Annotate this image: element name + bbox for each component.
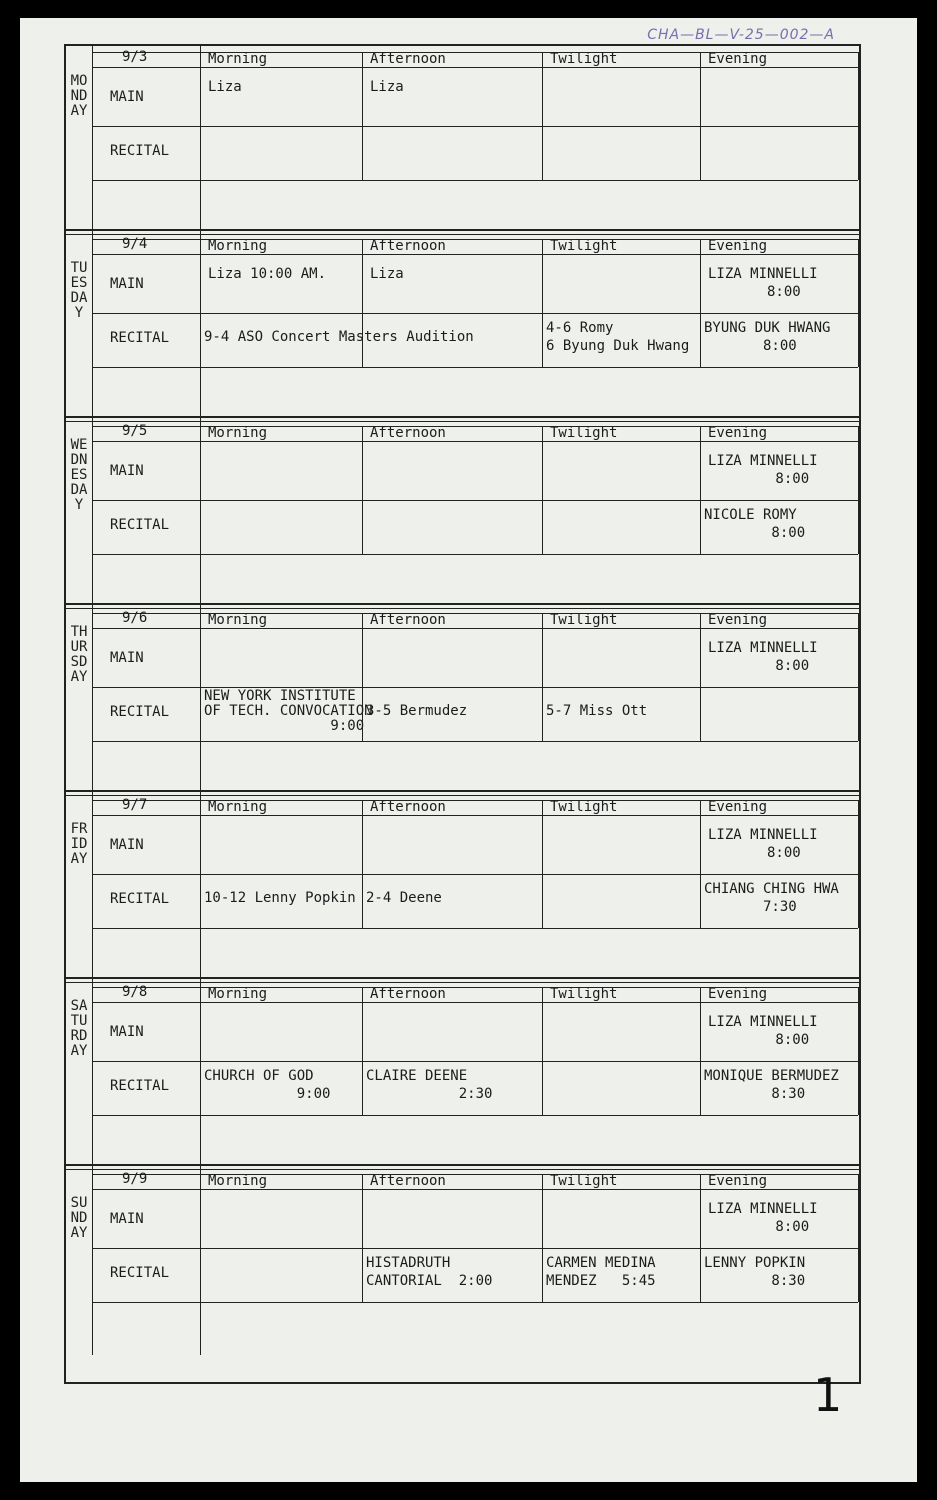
main-morning-entry: Liza (208, 79, 242, 95)
grid-line (200, 46, 201, 233)
recital-evening-entry: NICOLE ROMY 8:00 (704, 507, 806, 541)
grid-line (858, 52, 859, 180)
day-name: TUESDAY (70, 260, 88, 321)
grid-line (92, 874, 858, 875)
grid-line (858, 1174, 859, 1302)
recital-afternoon-entry: HISTADRUTH CANTORIAL 2:00 (366, 1255, 493, 1289)
grid-line (92, 313, 858, 314)
period-header-morning: Morning (208, 986, 268, 1002)
page-number: 1 (813, 1368, 843, 1422)
day-separator (64, 608, 861, 609)
grid-line (700, 426, 701, 554)
grid-line (92, 554, 858, 555)
weekly-schedule-grid (64, 44, 861, 1384)
grid-line (858, 800, 859, 928)
grid-line (858, 987, 859, 1115)
grid-line (92, 1061, 858, 1062)
grid-line (92, 254, 858, 255)
grid-line (92, 1115, 858, 1116)
grid-line (362, 52, 363, 180)
grid-line (92, 500, 858, 501)
grid-line (700, 52, 701, 180)
grid-line (542, 1174, 543, 1302)
grid-line (362, 1174, 363, 1302)
grid-line (92, 367, 858, 368)
recital-morning-entry: NEW YORK INSTITUTE OF TECH. CONVOCATION 9:00 (204, 688, 373, 734)
recital-twilight-entry: 4-6 Romy 6 Byung Duk Hwang (546, 320, 690, 354)
grid-line (92, 1248, 858, 1249)
day-block-friday (66, 794, 863, 981)
day-date: 9/3 (122, 49, 148, 65)
grid-line (92, 441, 858, 442)
recital-evening-entry: LENNY POPKIN 8:30 (704, 1255, 806, 1289)
grid-line (542, 987, 543, 1115)
period-header-morning: Morning (208, 612, 268, 628)
grid-line (92, 67, 858, 68)
period-header-twilight: Twilight (550, 238, 618, 254)
period-header-morning: Morning (208, 238, 268, 254)
row-label-recital: RECITAL (110, 517, 170, 533)
period-header-afternoon: Afternoon (370, 238, 446, 254)
day-separator (64, 603, 861, 605)
day-separator (64, 229, 861, 231)
period-header-evening: Evening (708, 986, 768, 1002)
grid-line (542, 426, 543, 554)
main-afternoon-entry: Liza (370, 266, 404, 282)
period-header-morning: Morning (208, 51, 268, 67)
day-block-saturday (66, 981, 863, 1168)
main-afternoon-entry: Liza (370, 79, 404, 95)
grid-line (858, 426, 859, 554)
row-label-main: MAIN (110, 837, 144, 853)
day-separator (64, 790, 861, 792)
period-header-twilight: Twilight (550, 425, 618, 441)
grid-line (92, 794, 93, 981)
recital-afternoon-entry: 2-4 Deene (366, 890, 442, 906)
day-separator (64, 421, 861, 422)
grid-line (362, 239, 363, 367)
grid-line (92, 928, 858, 929)
period-header-evening: Evening (708, 1173, 768, 1189)
grid-line (92, 1302, 858, 1303)
period-header-twilight: Twilight (550, 612, 618, 628)
period-header-morning: Morning (208, 425, 268, 441)
grid-line (200, 233, 201, 420)
grid-line (200, 794, 201, 981)
period-header-afternoon: Afternoon (370, 51, 446, 67)
grid-line (362, 426, 363, 554)
period-header-morning: Morning (208, 799, 268, 815)
grid-line (92, 607, 93, 794)
day-block-monday (66, 46, 863, 233)
day-date: 9/9 (122, 1171, 148, 1187)
recital-morning-entry: CHURCH OF GOD 9:00 (204, 1068, 331, 1102)
day-name: SATURDAY (70, 998, 88, 1059)
row-label-recital: RECITAL (110, 1265, 170, 1281)
grid-line (92, 815, 858, 816)
day-name: THURSDAY (70, 624, 88, 685)
period-header-morning: Morning (208, 1173, 268, 1189)
grid-line (700, 987, 701, 1115)
document-reference: CHA—BL—V-25—002—A (647, 27, 835, 43)
period-header-twilight: Twilight (550, 51, 618, 67)
row-label-recital: RECITAL (110, 891, 170, 907)
grid-line (92, 1168, 93, 1355)
grid-line (700, 239, 701, 367)
recital-afternoon-entry: 3-5 Bermudez (366, 703, 468, 719)
grid-line (542, 800, 543, 928)
period-header-afternoon: Afternoon (370, 612, 446, 628)
grid-line (200, 420, 201, 607)
grid-line (858, 613, 859, 741)
day-date: 9/6 (122, 610, 148, 626)
row-label-main: MAIN (110, 276, 144, 292)
grid-line (858, 239, 859, 367)
day-separator (64, 795, 861, 796)
day-date: 9/4 (122, 236, 148, 252)
grid-line (92, 628, 858, 629)
grid-line (92, 981, 93, 1168)
period-header-afternoon: Afternoon (370, 425, 446, 441)
grid-line (700, 800, 701, 928)
recital-twilight-entry: CARMEN MEDINA MENDEZ 5:45 (546, 1255, 656, 1289)
grid-line (200, 1168, 201, 1355)
day-separator (64, 1164, 861, 1166)
grid-line (92, 420, 93, 607)
grid-line (542, 239, 543, 367)
grid-line (92, 46, 93, 233)
day-date: 9/8 (122, 984, 148, 1000)
day-separator (64, 1169, 861, 1170)
period-header-afternoon: Afternoon (370, 799, 446, 815)
day-date: 9/7 (122, 797, 148, 813)
period-header-twilight: Twilight (550, 986, 618, 1002)
period-header-twilight: Twilight (550, 799, 618, 815)
grid-line (200, 981, 201, 1168)
period-header-afternoon: Afternoon (370, 1173, 446, 1189)
recital-evening-entry: CHIANG CHING HWA 7:30 (704, 881, 839, 915)
day-date: 9/5 (122, 423, 148, 439)
day-name: WEDNESDAY (70, 437, 88, 513)
day-block-thursday (66, 607, 863, 794)
period-header-afternoon: Afternoon (370, 986, 446, 1002)
day-name: MONDAY (70, 73, 88, 119)
period-header-evening: Evening (708, 612, 768, 628)
row-label-main: MAIN (110, 1211, 144, 1227)
row-label-main: MAIN (110, 650, 144, 666)
recital-twilight-entry: 5-7 Miss Ott (546, 703, 648, 719)
grid-line (92, 233, 93, 420)
row-label-main: MAIN (110, 463, 144, 479)
grid-line (92, 180, 858, 181)
grid-line (542, 52, 543, 180)
grid-line (92, 1189, 858, 1190)
recital-morning-entry: 10-12 Lenny Popkin (204, 890, 356, 906)
main-evening-entry: LIZA MINNELLI 8:00 (708, 453, 818, 487)
period-header-twilight: Twilight (550, 1173, 618, 1189)
day-separator (64, 416, 861, 418)
day-name: FRIDAY (70, 821, 88, 867)
day-block-sunday (66, 1168, 863, 1355)
grid-line (542, 613, 543, 741)
grid-line (700, 1174, 701, 1302)
day-name: SUNDAY (70, 1195, 88, 1241)
period-header-evening: Evening (708, 238, 768, 254)
grid-line (92, 1002, 858, 1003)
day-separator (64, 234, 861, 235)
recital-evening-entry: MONIQUE BERMUDEZ 8:30 (704, 1068, 839, 1102)
row-label-recital: RECITAL (110, 1078, 170, 1094)
recital-afternoon-entry: CLAIRE DEENE 2:30 (366, 1068, 493, 1102)
grid-line (92, 126, 858, 127)
recital-morning-entry: 9-4 ASO Concert Masters Audition (204, 329, 474, 345)
day-block-tuesday (66, 233, 863, 420)
main-evening-entry: LIZA MINNELLI 8:00 (708, 266, 818, 300)
row-label-main: MAIN (110, 1024, 144, 1040)
main-evening-entry: LIZA MINNELLI 8:00 (708, 640, 818, 674)
main-evening-entry: LIZA MINNELLI 8:00 (708, 827, 818, 861)
period-header-evening: Evening (708, 799, 768, 815)
main-evening-entry: LIZA MINNELLI 8:00 (708, 1201, 818, 1235)
period-header-evening: Evening (708, 51, 768, 67)
day-block-wednesday (66, 420, 863, 607)
recital-evening-entry: BYUNG DUK HWANG 8:00 (704, 320, 831, 354)
day-separator (64, 982, 861, 983)
main-evening-entry: LIZA MINNELLI 8:00 (708, 1014, 818, 1048)
row-label-recital: RECITAL (110, 143, 170, 159)
grid-line (362, 987, 363, 1115)
day-separator (64, 977, 861, 979)
grid-line (92, 741, 858, 742)
grid-line (200, 607, 201, 794)
row-label-recital: RECITAL (110, 704, 170, 720)
period-header-evening: Evening (708, 425, 768, 441)
row-label-main: MAIN (110, 89, 144, 105)
row-label-recital: RECITAL (110, 330, 170, 346)
document-page (20, 18, 917, 1482)
main-morning-entry: Liza 10:00 AM. (208, 266, 327, 282)
grid-line (362, 800, 363, 928)
grid-line (700, 613, 701, 741)
